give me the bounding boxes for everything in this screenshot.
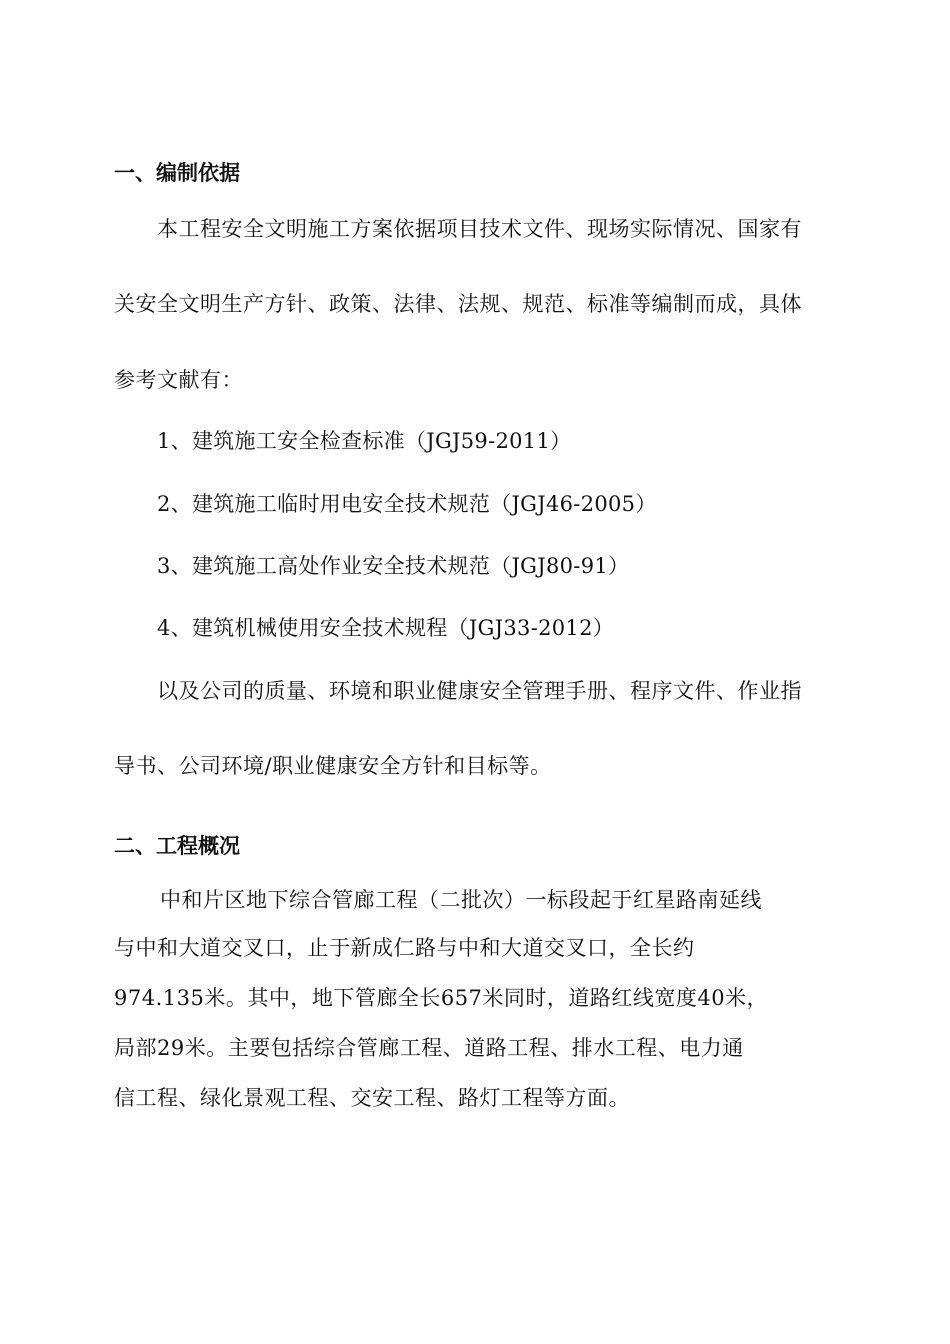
reference-item-4: 4、建筑机械使用安全技术规程（JGJ33-2012）	[157, 616, 615, 640]
reference-item-1: 1、建筑施工安全检查标准（JGJ59-2011）	[157, 429, 572, 453]
section-2-body-line-5: 信工程、绿化景观工程、交安工程、路灯工程等方面。	[114, 1086, 630, 1110]
section-1-intro-line-3: 参考文献有：	[114, 368, 243, 392]
section-2-body-line-3: 974.135米。其中，地下管廊全长657米同时，道路红线宽度40米，	[114, 986, 769, 1010]
section-1-intro-line-2: 关安全文明生产方针、政策、法律、法规、规范、标准等编制而成，具体	[114, 292, 802, 316]
section-1-closing-line-1: 以及公司的质量、环境和职业健康安全管理手册、程序文件、作业指	[157, 679, 802, 703]
section-2-body-line-1: 中和片区地下综合管廊工程（二批次）一标段起于红星路南延线	[160, 888, 762, 912]
section-2-body-line-4: 局部29米。主要包括综合管廊工程、道路工程、排水工程、电力通	[114, 1036, 744, 1060]
section-1-heading: 一、编制依据	[114, 161, 240, 185]
section-1-intro-line-1: 本工程安全文明施工方案依据项目技术文件、现场实际情况、国家有	[157, 217, 802, 241]
reference-item-2: 2、建筑施工临时用电安全技术规范（JGJ46-2005）	[157, 492, 657, 516]
reference-item-3: 3、建筑施工高处作业安全技术规范（JGJ80-91）	[157, 554, 630, 578]
section-1-closing-line-2: 导书、公司环境/职业健康安全方针和目标等。	[114, 754, 552, 778]
section-2-body-line-2: 与中和大道交叉口，止于新成仁路与中和大道交叉口，全长约	[114, 936, 695, 960]
section-2-heading: 二、工程概况	[114, 834, 240, 858]
